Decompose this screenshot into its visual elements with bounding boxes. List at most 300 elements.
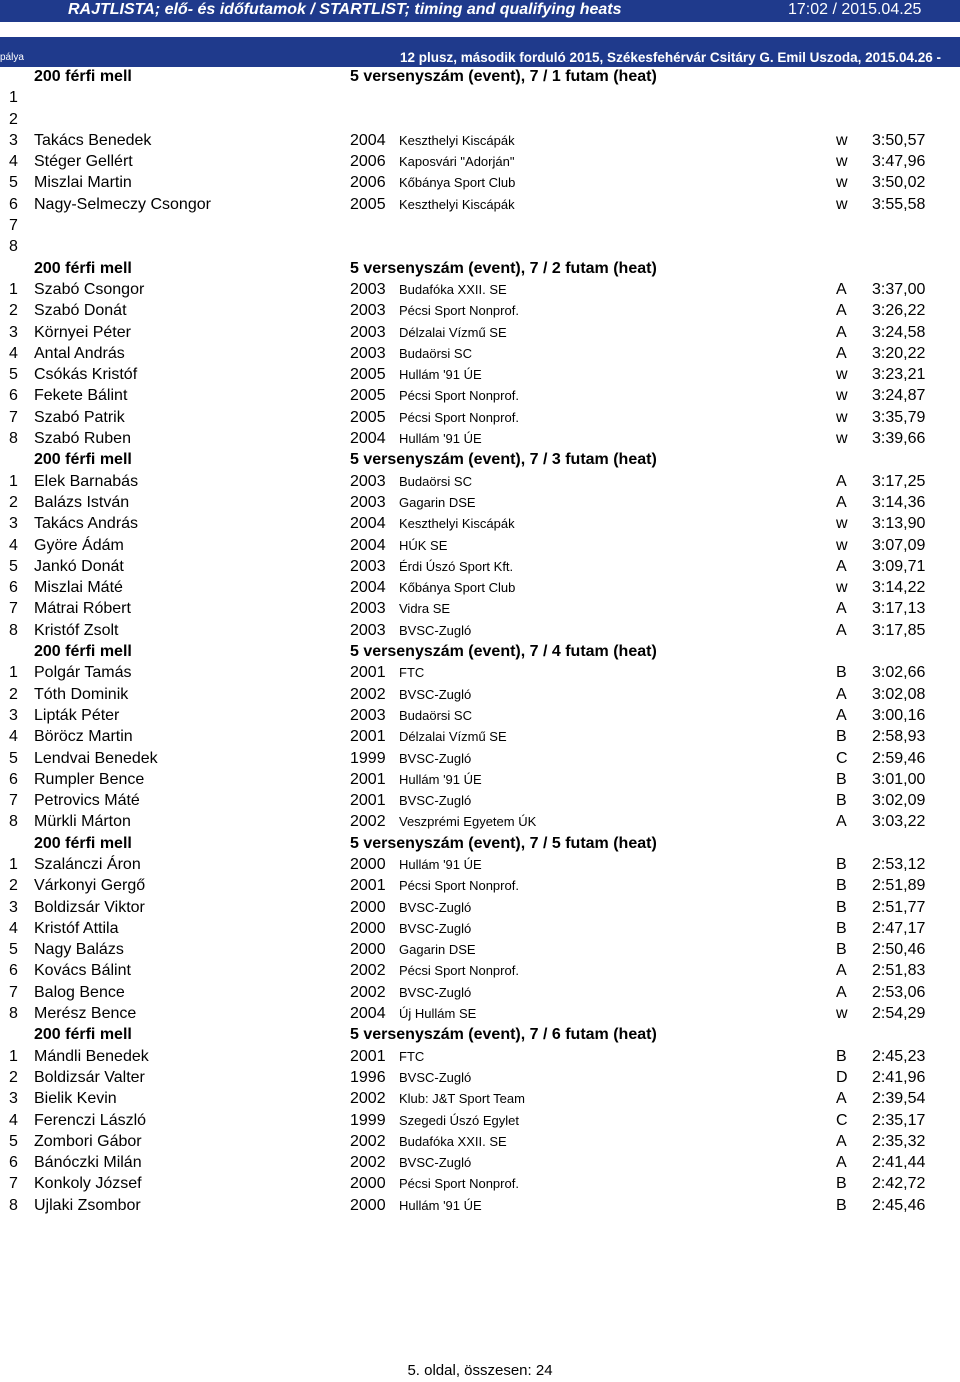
category: w bbox=[836, 536, 848, 554]
birth-year: 2003 bbox=[350, 344, 386, 362]
club-name: Pécsi Sport Nonprof. bbox=[399, 409, 519, 425]
heat-header bbox=[0, 449, 960, 470]
swimmer-name: Stéger Gellért bbox=[34, 153, 133, 171]
category: w bbox=[836, 579, 848, 597]
lane-number: 7 bbox=[9, 792, 18, 810]
entry-time: 3:03,22 bbox=[872, 813, 926, 831]
swimmer-name: Zombori Gábor bbox=[34, 1132, 142, 1150]
heat-header bbox=[0, 66, 960, 87]
birth-year: 2005 bbox=[350, 195, 386, 213]
birth-year: 2001 bbox=[350, 877, 386, 895]
club-name: Keszthelyi Kiscápák bbox=[399, 196, 515, 212]
swimmer-name: Rumpler Bence bbox=[34, 770, 145, 788]
table-row bbox=[0, 598, 960, 619]
category: B bbox=[836, 941, 847, 959]
heat-header bbox=[0, 1024, 960, 1045]
club-name: Új Hullám SE bbox=[399, 1006, 477, 1022]
lane-number: 6 bbox=[9, 387, 18, 405]
table-row bbox=[0, 407, 960, 428]
club-name: BVSC-Zugló bbox=[399, 750, 472, 766]
entry-time: 2:51,77 bbox=[872, 898, 926, 916]
club-name: Gagarin DSE bbox=[399, 942, 476, 958]
swimmer-name: Merész Bence bbox=[34, 1005, 137, 1023]
club-name: Pécsi Sport Nonprof. bbox=[399, 388, 519, 404]
birth-year: 2002 bbox=[350, 983, 386, 1001]
category: B bbox=[836, 855, 847, 873]
entry-time: 3:47,96 bbox=[872, 153, 926, 171]
table-row bbox=[0, 748, 960, 769]
club-name: Keszthelyi Kiscápák bbox=[399, 516, 515, 532]
category: B bbox=[836, 770, 847, 788]
lane-number: 8 bbox=[9, 1005, 18, 1023]
event-name: 200 férfi mell bbox=[34, 834, 132, 852]
lane-number: 5 bbox=[9, 366, 18, 384]
table-row bbox=[0, 769, 960, 790]
club-name: Szegedi Úszó Egylet bbox=[399, 1112, 519, 1128]
birth-year: 1999 bbox=[350, 749, 386, 767]
club-name: BVSC-Zugló bbox=[399, 622, 472, 638]
entry-time: 2:53,06 bbox=[872, 983, 926, 1001]
competition-name: 12 plusz, második forduló 2015, Székesfehérvár Csitáry G. Emil Uszoda, 2015.04.26 - bbox=[400, 50, 941, 65]
entry-time: 3:55,58 bbox=[872, 195, 926, 213]
birth-year: 1996 bbox=[350, 1068, 386, 1086]
lane-number: 2 bbox=[9, 493, 18, 511]
birth-year: 2002 bbox=[350, 813, 386, 831]
swimmer-name: Balog Bence bbox=[34, 983, 125, 1001]
birth-year: 2004 bbox=[350, 1005, 386, 1023]
club-name: Budafóka XXII. SE bbox=[399, 281, 507, 297]
birth-year: 2000 bbox=[350, 919, 386, 937]
lane-number: 3 bbox=[9, 323, 18, 341]
entry-time: 2:42,72 bbox=[872, 1175, 926, 1193]
club-name: Keszthelyi Kiscápák bbox=[399, 132, 515, 148]
category: A bbox=[836, 344, 847, 362]
entry-time: 2:59,46 bbox=[872, 749, 926, 767]
birth-year: 2006 bbox=[350, 174, 386, 192]
category: w bbox=[836, 387, 848, 405]
club-name: Pécsi Sport Nonprof. bbox=[399, 963, 519, 979]
club-name: Pécsi Sport Nonprof. bbox=[399, 303, 519, 319]
table-row bbox=[0, 236, 960, 257]
lane-number: 1 bbox=[9, 280, 18, 298]
birth-year: 2004 bbox=[350, 515, 386, 533]
entry-time: 2:47,17 bbox=[872, 919, 926, 937]
entry-time: 3:02,66 bbox=[872, 664, 926, 682]
heat-header bbox=[0, 833, 960, 854]
swimmer-name: Várkonyi Gergő bbox=[34, 877, 146, 895]
category: B bbox=[836, 877, 847, 895]
entry-time: 3:14,36 bbox=[872, 493, 926, 511]
birth-year: 2000 bbox=[350, 898, 386, 916]
category: A bbox=[836, 557, 847, 575]
swimmer-name: Boldizsár Valter bbox=[34, 1068, 145, 1086]
lane-number: 2 bbox=[9, 685, 18, 703]
swimmer-name: Konkoly József bbox=[34, 1175, 142, 1193]
table-row bbox=[0, 492, 960, 513]
swimmer-name: Fekete Bálint bbox=[34, 387, 128, 405]
lane-number: 7 bbox=[9, 408, 18, 426]
swimmer-name: Miszlai Martin bbox=[34, 174, 132, 192]
entry-time: 2:39,54 bbox=[872, 1090, 926, 1108]
birth-year: 2000 bbox=[350, 1196, 386, 1214]
table-row bbox=[0, 343, 960, 364]
swimmer-name: Balázs István bbox=[34, 493, 130, 511]
swimmer-name: Nagy-Selmeczy Csongor bbox=[34, 195, 211, 213]
swimmer-name: Szalánczi Áron bbox=[34, 855, 141, 873]
page-footer: 5. oldal, összesen: 24 bbox=[407, 1362, 553, 1379]
entry-time: 3:17,25 bbox=[872, 472, 926, 490]
category: A bbox=[836, 813, 847, 831]
swimmer-name: Kristóf Attila bbox=[34, 919, 119, 937]
lane-number: 7 bbox=[9, 983, 18, 1001]
swimmer-name: Csókás Kristóf bbox=[34, 366, 138, 384]
table-row bbox=[0, 726, 960, 747]
entry-time: 3:00,16 bbox=[872, 706, 926, 724]
swimmer-name: Szabó Patrik bbox=[34, 408, 125, 426]
heat-label: 5 versenyszám (event), 7 / 3 futam (heat) bbox=[350, 451, 657, 469]
entry-time: 2:45,23 bbox=[872, 1047, 926, 1065]
lane-number: 3 bbox=[9, 706, 18, 724]
table-row bbox=[0, 556, 960, 577]
table-row bbox=[0, 1131, 960, 1152]
club-name: Érdi Úszó Sport Kft. bbox=[399, 558, 514, 574]
club-name: Klub: J&T Sport Team bbox=[399, 1091, 525, 1107]
club-name: Pécsi Sport Nonprof. bbox=[399, 878, 519, 894]
lane-number: 7 bbox=[9, 217, 18, 235]
birth-year: 2004 bbox=[350, 579, 386, 597]
category: C bbox=[836, 749, 848, 767]
birth-year: 2003 bbox=[350, 493, 386, 511]
entry-time: 2:41,44 bbox=[872, 1154, 926, 1172]
birth-year: 2003 bbox=[350, 557, 386, 575]
swimmer-name: Kovács Bálint bbox=[34, 962, 131, 980]
category: A bbox=[836, 685, 847, 703]
table-row bbox=[0, 918, 960, 939]
entry-time: 3:24,87 bbox=[872, 387, 926, 405]
lane-number: 2 bbox=[9, 1068, 18, 1086]
lane-number: 1 bbox=[9, 472, 18, 490]
category: A bbox=[836, 472, 847, 490]
entry-time: 3:01,00 bbox=[872, 770, 926, 788]
swimmer-name: Mürkli Márton bbox=[34, 813, 131, 831]
entry-time: 2:51,83 bbox=[872, 962, 926, 980]
club-name: Délzalai Vízmű SE bbox=[399, 324, 507, 340]
table-row bbox=[0, 1173, 960, 1194]
lane-number: 8 bbox=[9, 238, 18, 256]
table-row bbox=[0, 535, 960, 556]
lane-number: 1 bbox=[9, 855, 18, 873]
category: w bbox=[836, 131, 848, 149]
entry-time: 3:02,08 bbox=[872, 685, 926, 703]
lane-number: 6 bbox=[9, 1154, 18, 1172]
birth-year: 2000 bbox=[350, 855, 386, 873]
category: B bbox=[836, 792, 847, 810]
club-name: Veszprémi Egyetem ÚK bbox=[399, 814, 537, 830]
table-row bbox=[0, 109, 960, 130]
swimmer-name: Böröcz Martin bbox=[34, 728, 133, 746]
table-row bbox=[0, 194, 960, 215]
birth-year: 2004 bbox=[350, 430, 386, 448]
swimmer-name: Kristóf Zsolt bbox=[34, 621, 119, 639]
entry-time: 2:58,93 bbox=[872, 728, 926, 746]
lane-number: 8 bbox=[9, 1196, 18, 1214]
category: B bbox=[836, 919, 847, 937]
club-name: Budafóka XXII. SE bbox=[399, 1133, 507, 1149]
swimmer-name: Petrovics Máté bbox=[34, 792, 140, 810]
club-name: Délzalai Vízmű SE bbox=[399, 729, 507, 745]
table-row bbox=[0, 1088, 960, 1109]
table-row bbox=[0, 897, 960, 918]
lane-number: 8 bbox=[9, 430, 18, 448]
birth-year: 2003 bbox=[350, 323, 386, 341]
category: w bbox=[836, 1005, 848, 1023]
table-row bbox=[0, 684, 960, 705]
lane-number: 5 bbox=[9, 749, 18, 767]
swimmer-name: Szabó Ruben bbox=[34, 430, 131, 448]
table-row bbox=[0, 279, 960, 300]
swimmer-name: Nagy Balázs bbox=[34, 941, 124, 959]
club-name: BVSC-Zugló bbox=[399, 1155, 472, 1171]
entry-time: 2:54,29 bbox=[872, 1005, 926, 1023]
club-name: BVSC-Zugló bbox=[399, 686, 472, 702]
club-name: Hullám '91 ÚE bbox=[399, 431, 482, 447]
entry-time: 3:09,71 bbox=[872, 557, 926, 575]
category: A bbox=[836, 962, 847, 980]
event-name: 200 férfi mell bbox=[34, 259, 132, 277]
entry-time: 2:41,96 bbox=[872, 1068, 926, 1086]
lane-number: 4 bbox=[9, 153, 18, 171]
club-name: Hullám '91 ÚE bbox=[399, 1197, 482, 1213]
category: A bbox=[836, 302, 847, 320]
lane-number: 6 bbox=[9, 770, 18, 788]
category: w bbox=[836, 408, 848, 426]
club-name: BVSC-Zugló bbox=[399, 899, 472, 915]
lane-number: 6 bbox=[9, 195, 18, 213]
swimmer-name: Jankó Donát bbox=[34, 557, 124, 575]
table-row bbox=[0, 577, 960, 598]
club-name: Hullám '91 ÚE bbox=[399, 771, 482, 787]
table-row bbox=[0, 854, 960, 875]
lane-number: 5 bbox=[9, 174, 18, 192]
lane-number: 3 bbox=[9, 898, 18, 916]
swimmer-name: Mátrai Róbert bbox=[34, 600, 131, 618]
club-name: Vidra SE bbox=[399, 601, 451, 617]
category: A bbox=[836, 280, 847, 298]
table-row bbox=[0, 364, 960, 385]
category: A bbox=[836, 323, 847, 341]
birth-year: 2003 bbox=[350, 472, 386, 490]
birth-year: 1999 bbox=[350, 1111, 386, 1129]
entry-time: 3:35,79 bbox=[872, 408, 926, 426]
table-row bbox=[0, 385, 960, 406]
swimmer-name: Lendvai Benedek bbox=[34, 749, 158, 767]
heat-label: 5 versenyszám (event), 7 / 5 futam (heat) bbox=[350, 834, 657, 852]
table-row bbox=[0, 1067, 960, 1088]
lane-number: 1 bbox=[9, 664, 18, 682]
lane-number: 4 bbox=[9, 536, 18, 554]
birth-year: 2002 bbox=[350, 1132, 386, 1150]
swimmer-name: Tóth Dominik bbox=[34, 685, 129, 703]
table-row bbox=[0, 428, 960, 449]
heat-label: 5 versenyszám (event), 7 / 4 futam (heat) bbox=[350, 643, 657, 661]
category: w bbox=[836, 153, 848, 171]
startlist-table bbox=[0, 66, 960, 1216]
birth-year: 2004 bbox=[350, 131, 386, 149]
birth-year: 2003 bbox=[350, 600, 386, 618]
table-row bbox=[0, 130, 960, 151]
table-row bbox=[0, 705, 960, 726]
birth-year: 2003 bbox=[350, 280, 386, 298]
category: B bbox=[836, 1175, 847, 1193]
category: w bbox=[836, 174, 848, 192]
lane-number: 7 bbox=[9, 1175, 18, 1193]
entry-time: 3:50,57 bbox=[872, 131, 926, 149]
club-name: BVSC-Zugló bbox=[399, 1069, 472, 1085]
club-name: BVSC-Zugló bbox=[399, 793, 472, 809]
birth-year: 2005 bbox=[350, 387, 386, 405]
entry-time: 3:14,22 bbox=[872, 579, 926, 597]
club-name: FTC bbox=[399, 1048, 425, 1064]
birth-year: 2003 bbox=[350, 706, 386, 724]
swimmer-name: Boldizsár Viktor bbox=[34, 898, 145, 916]
lane-number: 4 bbox=[9, 919, 18, 937]
birth-year: 2001 bbox=[350, 770, 386, 788]
table-row bbox=[0, 513, 960, 534]
club-name: Budaörsi SC bbox=[399, 707, 472, 723]
lane-number: 4 bbox=[9, 728, 18, 746]
category: w bbox=[836, 366, 848, 384]
lane-number: 6 bbox=[9, 579, 18, 597]
table-row bbox=[0, 87, 960, 108]
table-row bbox=[0, 172, 960, 193]
category: C bbox=[836, 1111, 848, 1129]
table-row bbox=[0, 620, 960, 641]
lane-number: 8 bbox=[9, 813, 18, 831]
club-name: Kőbánya Sport Club bbox=[399, 175, 516, 191]
club-name: HÚK SE bbox=[399, 537, 448, 553]
category: A bbox=[836, 1132, 847, 1150]
birth-year: 2002 bbox=[350, 1154, 386, 1172]
category: B bbox=[836, 1047, 847, 1065]
category: B bbox=[836, 898, 847, 916]
lane-number: 3 bbox=[9, 1090, 18, 1108]
lane-number: 5 bbox=[9, 557, 18, 575]
club-name: Kaposvári "Adorján" bbox=[399, 154, 515, 170]
lane-number: 3 bbox=[9, 515, 18, 533]
entry-time: 2:53,12 bbox=[872, 855, 926, 873]
table-row bbox=[0, 960, 960, 981]
lane-number: 5 bbox=[9, 941, 18, 959]
lane-column-label: pálya bbox=[0, 52, 24, 63]
swimmer-name: Polgár Tamás bbox=[34, 664, 132, 682]
club-name: Hullám '91 ÚE bbox=[399, 856, 482, 872]
category: A bbox=[836, 493, 847, 511]
category: A bbox=[836, 1090, 847, 1108]
table-row bbox=[0, 939, 960, 960]
table-row bbox=[0, 322, 960, 343]
heat-header bbox=[0, 258, 960, 279]
table-row bbox=[0, 471, 960, 492]
timestamp: 17:02 / 2015.04.25 bbox=[788, 1, 922, 18]
lane-number: 1 bbox=[9, 89, 18, 107]
lane-number: 6 bbox=[9, 962, 18, 980]
birth-year: 2004 bbox=[350, 536, 386, 554]
club-name: Pécsi Sport Nonprof. bbox=[399, 1176, 519, 1192]
entry-time: 3:17,85 bbox=[872, 621, 926, 639]
swimmer-name: Antal András bbox=[34, 344, 125, 362]
lane-number: 2 bbox=[9, 110, 18, 128]
heat-label: 5 versenyszám (event), 7 / 6 futam (heat) bbox=[350, 1026, 657, 1044]
table-row bbox=[0, 662, 960, 683]
lane-number: 7 bbox=[9, 600, 18, 618]
document-title: RAJTLISTA; elő- és időfutamok / STARTLIST; timing and qualifying heats bbox=[68, 1, 622, 18]
lane-number: 1 bbox=[9, 1047, 18, 1065]
swimmer-name: Takács Benedek bbox=[34, 131, 152, 149]
swimmer-name: Elek Barnabás bbox=[34, 472, 139, 490]
birth-year: 2002 bbox=[350, 962, 386, 980]
lane-number: 3 bbox=[9, 131, 18, 149]
entry-time: 3:17,13 bbox=[872, 600, 926, 618]
lane-number: 4 bbox=[9, 1111, 18, 1129]
lane-number: 4 bbox=[9, 344, 18, 362]
swimmer-name: Bánóczki Milán bbox=[34, 1154, 142, 1172]
club-name: BVSC-Zugló bbox=[399, 920, 472, 936]
category: B bbox=[836, 728, 847, 746]
club-name: Budaörsi SC bbox=[399, 345, 472, 361]
swimmer-name: Szabó Csongor bbox=[34, 280, 145, 298]
birth-year: 2001 bbox=[350, 1047, 386, 1065]
entry-time: 3:50,02 bbox=[872, 174, 926, 192]
entry-time: 3:02,09 bbox=[872, 792, 926, 810]
category: B bbox=[836, 664, 847, 682]
category: A bbox=[836, 600, 847, 618]
entry-time: 3:39,66 bbox=[872, 430, 926, 448]
birth-year: 2002 bbox=[350, 1090, 386, 1108]
swimmer-name: Takács András bbox=[34, 515, 139, 533]
table-row bbox=[0, 1152, 960, 1173]
table-row bbox=[0, 1046, 960, 1067]
entry-time: 2:50,46 bbox=[872, 941, 926, 959]
birth-year: 2006 bbox=[350, 153, 386, 171]
event-name: 200 férfi mell bbox=[34, 643, 132, 661]
birth-year: 2005 bbox=[350, 366, 386, 384]
competition-band bbox=[0, 37, 960, 67]
swimmer-name: Környei Péter bbox=[34, 323, 131, 341]
swimmer-name: Lipták Péter bbox=[34, 706, 120, 724]
entry-time: 3:20,22 bbox=[872, 344, 926, 362]
lane-number: 2 bbox=[9, 302, 18, 320]
entry-time: 3:37,00 bbox=[872, 280, 926, 298]
category: w bbox=[836, 515, 848, 533]
table-row bbox=[0, 1110, 960, 1131]
table-row bbox=[0, 875, 960, 896]
club-name: FTC bbox=[399, 665, 425, 681]
event-name: 200 férfi mell bbox=[34, 68, 132, 85]
category: A bbox=[836, 1154, 847, 1172]
entry-time: 2:35,32 bbox=[872, 1132, 926, 1150]
heat-header bbox=[0, 641, 960, 662]
category: w bbox=[836, 430, 848, 448]
club-name: Hullám '91 ÚE bbox=[399, 367, 482, 383]
entry-time: 2:45,46 bbox=[872, 1196, 926, 1214]
table-row bbox=[0, 300, 960, 321]
swimmer-name: Miszlai Máté bbox=[34, 579, 123, 597]
table-row bbox=[0, 811, 960, 832]
swimmer-name: Szabó Donát bbox=[34, 302, 127, 320]
lane-number: 8 bbox=[9, 621, 18, 639]
club-name: BVSC-Zugló bbox=[399, 984, 472, 1000]
entry-time: 2:35,17 bbox=[872, 1111, 926, 1129]
